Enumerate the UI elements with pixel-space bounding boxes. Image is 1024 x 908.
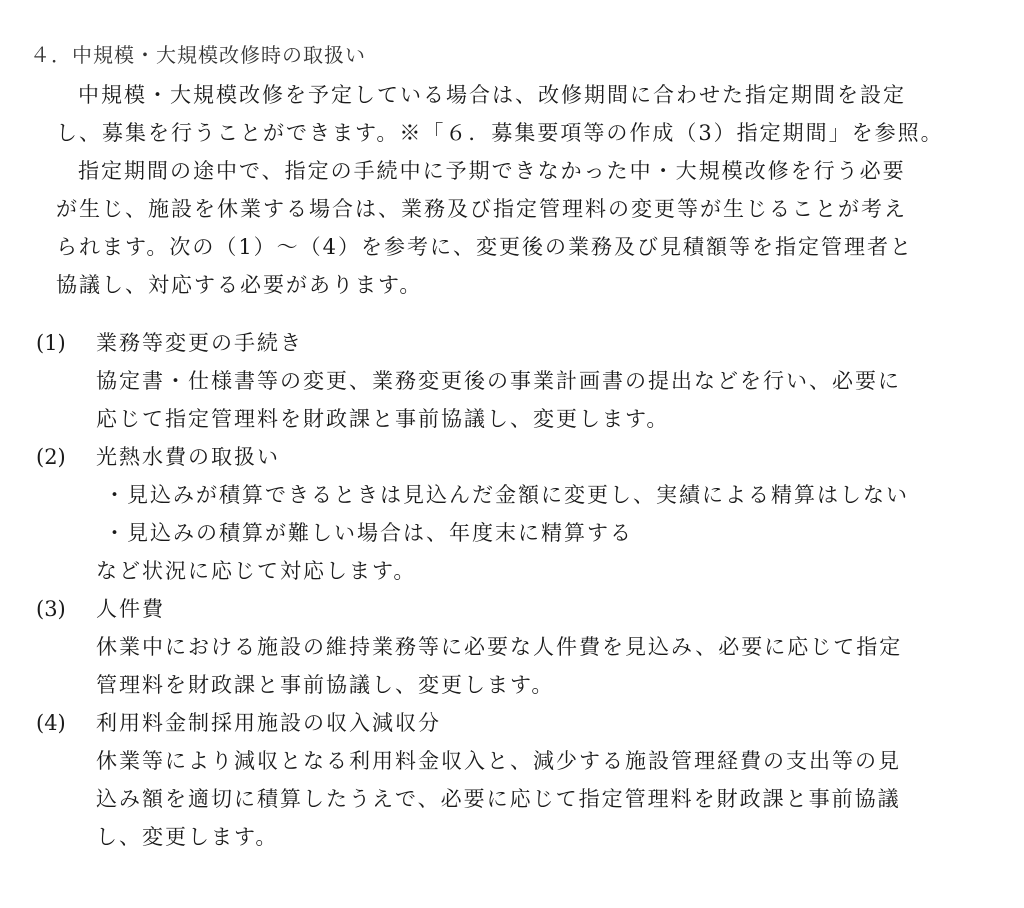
section-title: ４．中規模・大規模改修時の取扱い <box>30 43 366 67</box>
item-2-heading: 光熱水費の取扱い <box>96 445 280 469</box>
item-2-bullet-2: ・見込みの積算が難しい場合は、年度末に精算する <box>104 521 633 545</box>
item-1-line-1: 協定書・仕様書等の変更、業務変更後の事業計画書の提出などを行い、必要に <box>96 369 901 393</box>
item-1-number: (1) <box>36 331 66 355</box>
item-2-number: (2) <box>36 445 66 469</box>
item-3-line-2: 管理料を財政課と事前協議し、変更します。 <box>96 673 555 697</box>
intro-p1-line-2: し、募集を行うことができます。※「６．募集要項等の作成（3）指定期間」を参照。 <box>56 121 944 145</box>
item-1-heading: 業務等変更の手続き <box>96 331 303 355</box>
item-3-heading: 人件費 <box>96 597 165 621</box>
intro-p2-line-1: 指定期間の途中で、指定の手続中に予期できなかった中・大規模改修を行う必要 <box>78 159 906 183</box>
item-4-line-3: し、変更します。 <box>96 825 279 849</box>
item-4-line-1: 休業等により減収となる利用料金収入と、減少する施設管理経費の支出等の見 <box>96 749 901 773</box>
item-2-line-1: など状況に応じて対応します。 <box>96 559 417 583</box>
intro-p2-line-2: が生じ、施設を休業する場合は、業務及び指定管理料の変更等が生じることが考え <box>56 197 907 221</box>
item-4-number: (4) <box>36 711 66 735</box>
item-1-line-2: 応じて指定管理料を財政課と事前協議し、変更します。 <box>96 407 670 431</box>
intro-p1-line-1: 中規模・大規模改修を予定している場合は、改修期間に合わせた指定期間を設定 <box>78 83 906 107</box>
item-3-line-1: 休業中における施設の維持業務等に必要な人件費を見込み、必要に応じて指定 <box>96 635 903 659</box>
intro-p2-line-3: られます。次の（1）～（4）を参考に、変更後の業務及び見積額等を指定管理者と <box>56 235 914 259</box>
intro-p2-line-4: 協議し、対応する必要があります。 <box>56 273 423 297</box>
item-4-line-2: 込み額を適切に積算したうえで、必要に応じて指定管理料を財政課と事前協議 <box>96 787 901 811</box>
item-4-heading: 利用料金制採用施設の収入減収分 <box>96 711 441 735</box>
item-2-bullet-1: ・見込みが積算できるときは見込んだ金額に変更し、実績による精算はしない <box>104 483 909 507</box>
item-3-number: (3) <box>36 597 66 621</box>
